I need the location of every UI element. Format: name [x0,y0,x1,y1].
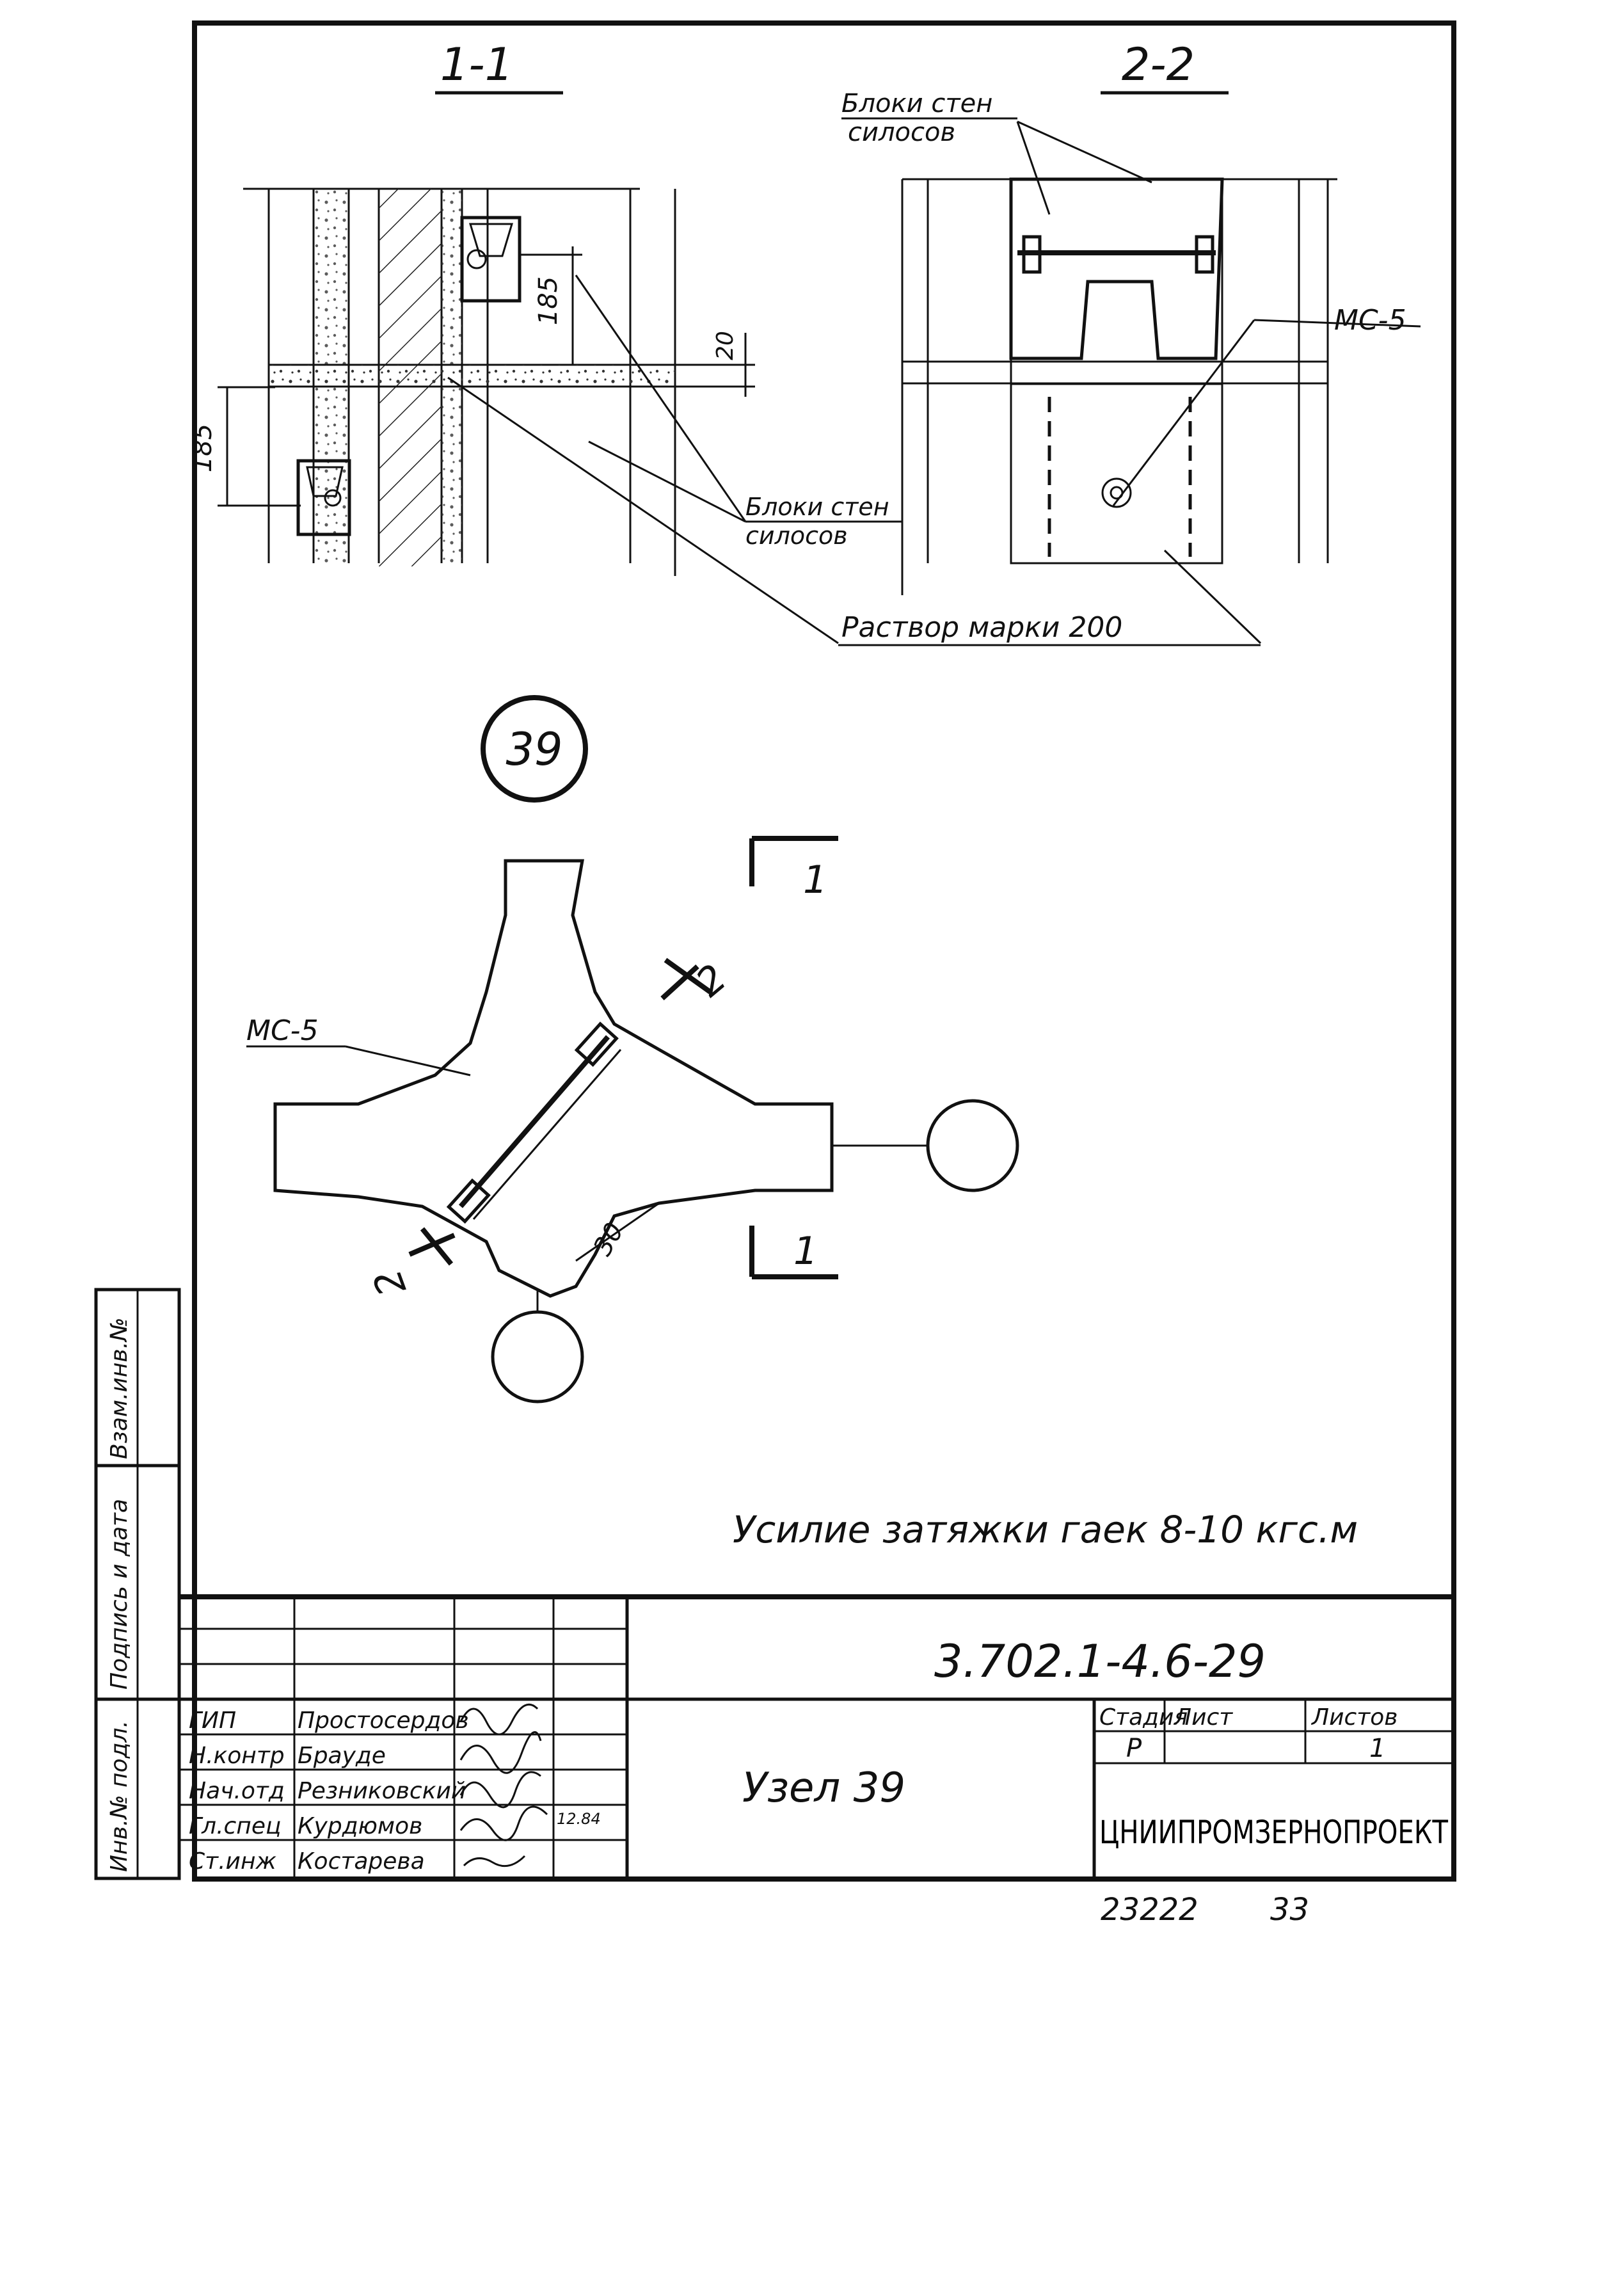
label-blocks-mid-line1: Блоки стен [745,493,889,521]
side-replace-inv: Взам.инв.№ [106,1317,132,1459]
staff-name-2: Резниковский [298,1778,466,1804]
date: 12.84 [557,1810,601,1828]
sheet-title: Узел 39 [742,1764,906,1812]
side-sign-date: Подпись и дата [106,1498,132,1690]
cut-mark-1-bottom [752,1226,838,1277]
label-blocks-mid-line2: силосов [745,522,848,550]
cut-mark-2-top [662,956,735,1005]
footer-page: 33 [1270,1892,1310,1928]
signatures [461,1704,547,1866]
label-mc5-right: МС-5 [1334,304,1406,337]
dim-185-left: 185 [188,423,218,473]
stage-value: Р [1126,1734,1142,1763]
staff-name-4: Костарева [298,1848,425,1875]
axis-circle-bottom [493,1312,582,1402]
document-code: 3.702.1-4.6-29 [934,1635,1266,1688]
staff-name-3: Курдюмов [298,1813,423,1839]
side-stamp [96,1290,179,1878]
dim-30: 30 [587,1217,630,1261]
sheets-label: Листов [1312,1704,1398,1731]
section-2-2 [841,38,1421,643]
footer-number: 23222 [1101,1892,1198,1928]
dim-20: 20 [712,331,738,360]
section-1-1-title: 1-1 [440,38,514,91]
node-number: 39 [506,723,563,776]
label-mortar: Раствор марки 200 [841,611,1123,644]
cut-mark-1-top [752,838,838,902]
staff-role-2: Нач.отд [189,1778,285,1804]
node-39-plan [246,698,1017,1402]
shared-callouts [448,275,1261,645]
staff-role-0: ГИП [189,1708,237,1734]
section-2-2-title: 2-2 [1121,38,1195,91]
label-blocks-top-line2: силосов [848,118,956,147]
staff-role-1: Н.контр [189,1743,285,1769]
title-block [179,1597,1454,1878]
dim-185-upper: 185 [534,276,563,326]
staff-name-1: Брауде [298,1743,386,1769]
svg-text:1: 1 [803,858,828,902]
svg-text:2: 2 [365,1263,416,1302]
tightening-note: Усилие затяжки гаек 8-10 кгс.м [733,1508,1358,1551]
label-mc5-left: МС-5 [246,1014,319,1047]
svg-text:2: 2 [687,956,735,1006]
axis-circle-right [928,1101,1017,1190]
svg-text:1: 1 [793,1229,818,1274]
staff-role-3: Гл.спец [189,1813,282,1839]
staff-role-4: Ст.инж [189,1848,276,1875]
cut-mark-2-bottom [365,1229,454,1302]
section-1-1 [188,38,755,576]
side-inv-orig: Инв.№ подл. [106,1720,132,1872]
organization: ЦНИИПРОМЗЕРНОПРОЕКТ [1099,1814,1449,1851]
label-blocks-top-line1: Блоки стен [841,89,993,118]
sheets-value: 1 [1369,1734,1386,1763]
joint-body [275,861,832,1296]
stage-label: Стадия [1099,1704,1188,1731]
sheet-label: Лист [1174,1704,1233,1731]
embedded-part-upper [462,218,520,301]
staff-name-0: Простосердов [298,1708,469,1734]
